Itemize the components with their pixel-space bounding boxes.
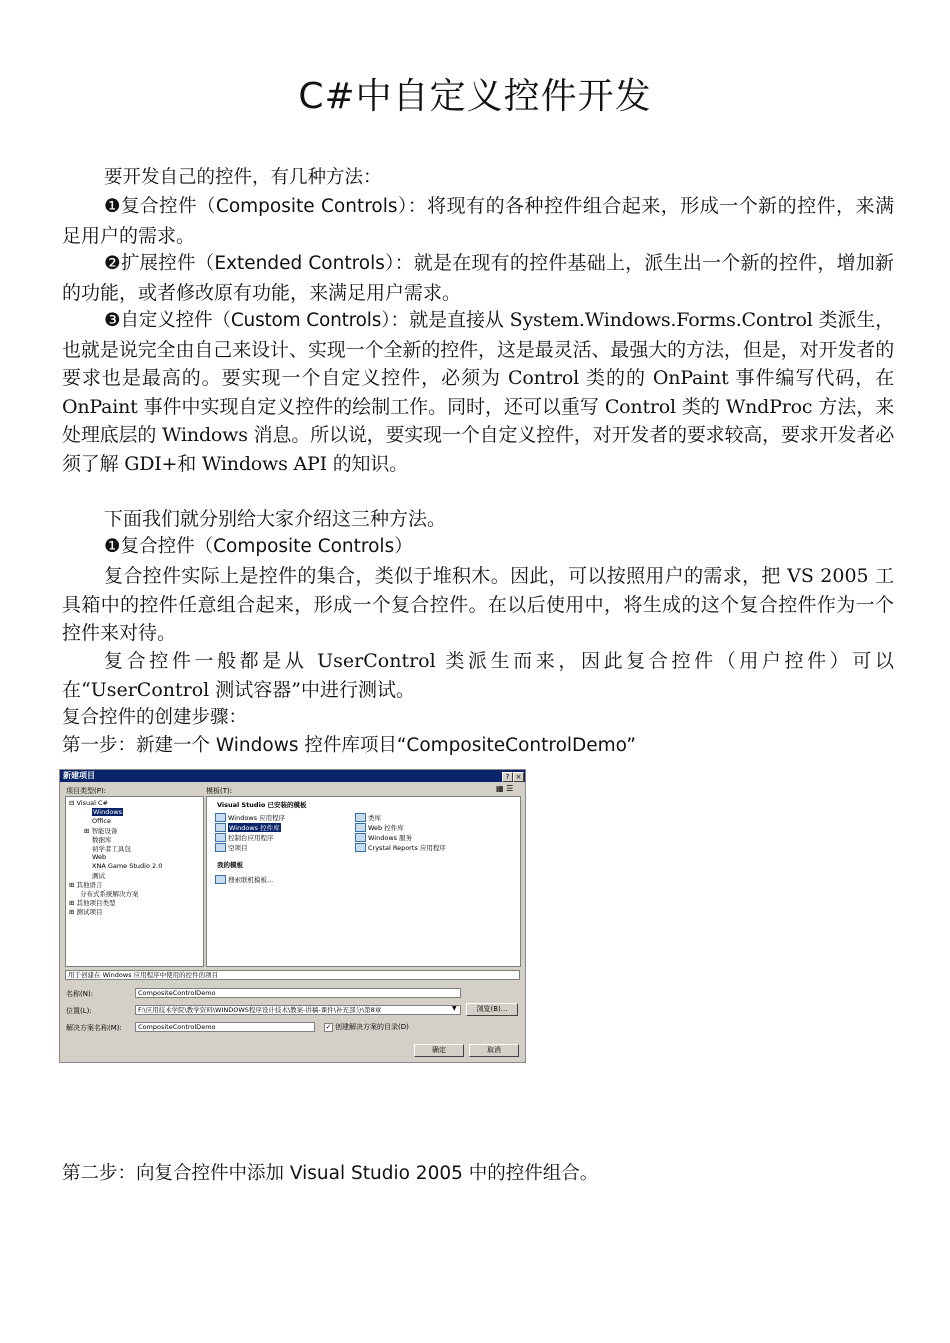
method-1-text: ：将现有的各种控件组合起来，形成一个新的控件，来满足用户的需求。: [62, 195, 894, 247]
template-item-selected[interactable]: Windows 控件库: [215, 823, 281, 832]
section-intro: 下面我们就分别给大家介绍这三种方法。: [104, 508, 447, 530]
search-online-templates[interactable]: 搜索联机模板...: [215, 875, 273, 884]
tree-item-selected[interactable]: Windows: [93, 808, 123, 816]
section1-heading: ❶复合控件（Composite Controls）: [104, 536, 413, 557]
template-item[interactable]: 空项目: [215, 843, 248, 852]
step-2: 第二步：向复合控件中添加 Visual Studio 2005 中的控件组合。: [62, 1163, 599, 1184]
location-combo[interactable]: F:\应用技术学院\教学资料\WINDOWS程序设计技术\教案-讲稿-课件\补充部分\第8章: [135, 1005, 461, 1015]
project-types-tree[interactable]: [65, 796, 204, 967]
method-2-text: ：就是在现有的控件基础上，派生出一个新的控件，增加新的功能，或者修改原有功能，来满足用户需求。: [62, 252, 894, 304]
name-label: 名称(N):: [66, 990, 94, 998]
steps-heading: 复合控件的创建步骤：: [62, 707, 248, 728]
tree-item[interactable]: 分布式系统解决方案: [80, 890, 139, 898]
tree-item[interactable]: Office: [92, 817, 111, 825]
template-icon: [215, 823, 226, 832]
section1-para1: 复合控件实际上是控件的集合，类似于堆积木。因此，可以按照用户的需求，把 VS 2005 工具箱中的控件任意组合起来，形成一个复合控件。在以后使用中，将生成的这个复合控件作为一个控件来对待。: [62, 565, 894, 644]
cancel-button[interactable]: 取消: [469, 1044, 519, 1057]
tree-item[interactable]: ⊞ 其他项目类型: [69, 899, 116, 907]
method-2: [62, 249, 894, 307]
intro-text: 要开发自己的控件，有几种方法：: [104, 167, 382, 188]
templates-label: 模板(T):: [206, 787, 233, 795]
chevron-down-icon[interactable]: ▼: [452, 1005, 457, 1012]
template-description: 用于创建在 Windows 应用程序中使用的控件的项目: [65, 970, 520, 980]
page-title: C#中自定义控件开发: [298, 76, 652, 117]
tree-item[interactable]: ⊞ 测试项目: [69, 908, 103, 916]
template-item[interactable]: Windows 服务: [355, 833, 412, 842]
tree-item[interactable]: 测试: [92, 872, 105, 880]
template-item[interactable]: 控制台应用程序: [215, 833, 274, 842]
section1-para2: 复合控件一般都是从 UserControl 类派生而来，因此复合控件（用户控件）可以在“UserControl 测试容器”中进行测试。: [62, 650, 894, 701]
method-3: [62, 306, 894, 478]
location-label: 位置(L):: [66, 1007, 92, 1015]
checkbox-icon: ✓: [325, 1022, 332, 1031]
tree-item[interactable]: Web: [92, 853, 107, 861]
help-button[interactable]: ?: [502, 772, 513, 782]
template-icon: [215, 813, 226, 822]
dialog-title: 新建项目: [60, 770, 525, 782]
close-button[interactable]: ×: [513, 772, 524, 782]
templates-list[interactable]: [206, 796, 521, 967]
method-3-text: ：就是直接从 System.Windows.Forms.Control 类派生，也就是说完全由自己来设计、实现一个全新的控件，这是最灵活、最强大的方法，但是，对开发者的要求也是最高的。要实现一个自定义控件，必须为 Control 类的的 OnPaint 事件编写代码，在 OnPaint 事件中实现自定义控件的绘制工作。同时，还可以重写 Control 类的 WndProc 方法，来处理底层的 Windows 消息。所以说，要实现一个自定义控件，对开发者的要求较高，要求开发者必须了解 GDI+和 Windows API 的知识。: [62, 309, 894, 475]
solution-name-label: 解决方案名称(M):: [66, 1024, 122, 1032]
search-icon: [215, 875, 226, 884]
project-types-label: 项目类型(P):: [66, 787, 107, 795]
method-1: [62, 192, 894, 250]
ok-button[interactable]: 确定: [414, 1044, 464, 1057]
tree-item[interactable]: 初学者工具包: [92, 845, 131, 853]
installed-templates-heading: Visual Studio 已安装的模板: [217, 801, 307, 809]
tree-item[interactable]: ⊞ 智能设备: [84, 827, 118, 835]
create-directory-checkbox[interactable]: ✓ 创建解决方案的目录(D): [325, 1022, 409, 1031]
template-icon: [355, 823, 366, 832]
template-icon: [215, 833, 226, 842]
template-icon: [355, 813, 366, 822]
tree-item[interactable]: XNA Game Studio 2.0: [92, 862, 163, 870]
tree-item[interactable]: ⊟ Visual C#: [69, 799, 108, 807]
name-input[interactable]: CompositeControlDemo: [135, 988, 461, 998]
method-3-marker: ❸: [104, 310, 121, 331]
view-toggle-icon[interactable]: ▦ ☰: [496, 784, 514, 793]
method-2-name: 扩展控件（Extended Controls）: [120, 253, 395, 274]
template-icon: [355, 833, 366, 842]
new-project-dialog: [59, 769, 526, 1063]
template-icon: [215, 843, 226, 852]
tree-item[interactable]: 数据库: [92, 836, 112, 844]
tree-item[interactable]: ⊞ 其他语言: [69, 881, 103, 889]
template-item[interactable]: Web 控件库: [355, 823, 404, 832]
template-item[interactable]: Crystal Reports 应用程序: [355, 843, 446, 852]
method-3-name: 自定义控件（Custom Controls）: [120, 310, 391, 331]
step-1: 第一步：新建一个 Windows 控件库项目“CompositeControlDemo”: [62, 735, 636, 756]
my-templates-heading: 我的模板: [217, 861, 243, 869]
method-2-marker: ❷: [104, 253, 121, 274]
template-item[interactable]: Windows 应用程序: [215, 813, 285, 822]
method-1-name: 复合控件（Composite Controls）: [121, 196, 408, 217]
method-1-marker: ❶: [104, 196, 122, 217]
browse-button[interactable]: 浏览(B)...: [466, 1003, 518, 1016]
template-item[interactable]: 类库: [355, 813, 381, 822]
solution-name-input[interactable]: CompositeControlDemo: [135, 1022, 315, 1032]
template-icon: [355, 843, 366, 852]
